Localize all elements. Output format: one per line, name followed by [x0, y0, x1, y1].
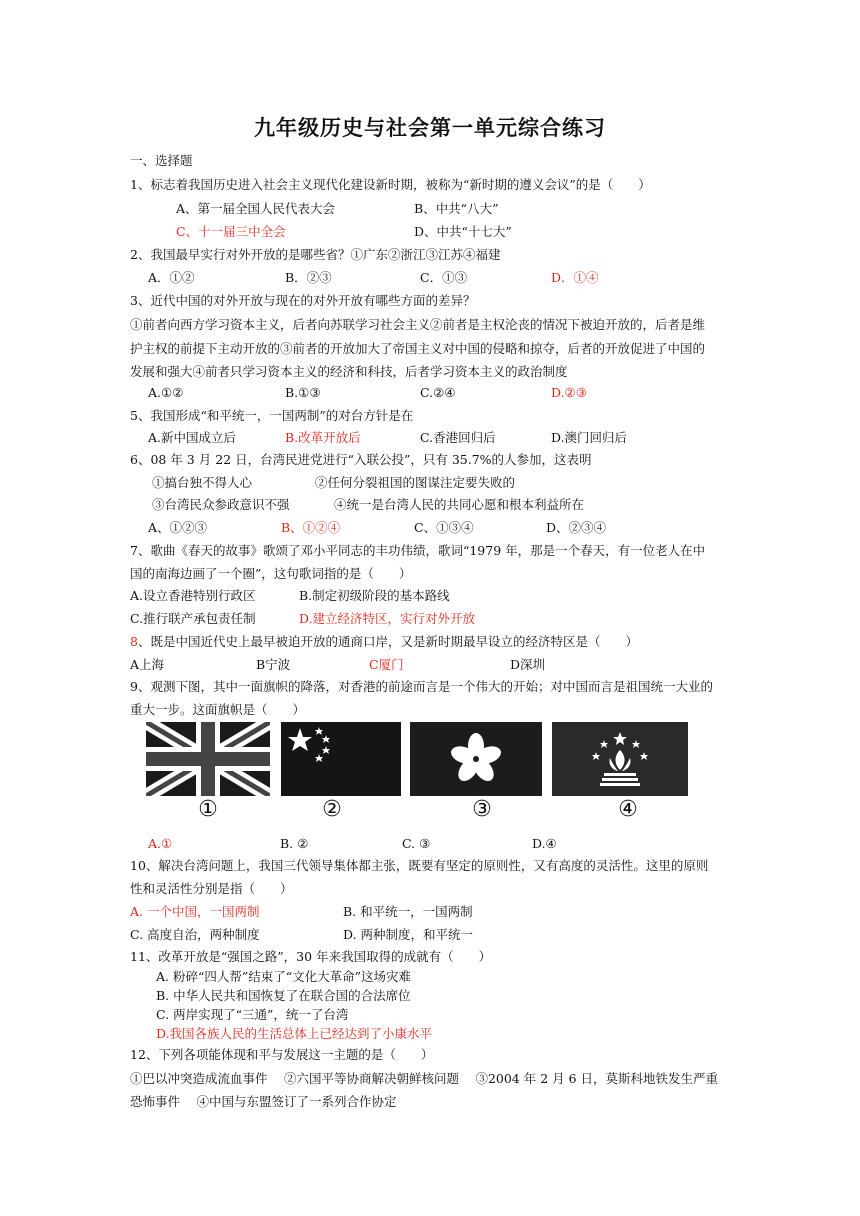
- q12-text-line2: 恐怖事件 ④中国与东盟签订了一系列合作协定: [130, 1094, 397, 1109]
- flag-union-jack: [146, 722, 270, 796]
- q2-option-c: C．①③: [420, 270, 468, 285]
- q12-text-line1: ①巴以冲突造成流血事件 ②六国平等协商解决朝鲜核问题 ③2004 年 2 月 6 日，莫斯科地铁发生严重: [130, 1071, 719, 1086]
- q6-statement-1: ①搞台独不得人心: [152, 475, 253, 490]
- q7-stem-line1: 7、歌曲《春天的故事》歌颂了邓小平同志的丰功伟绩，歌词“1979 年，那是一个春天，有一位老人在中: [130, 543, 706, 558]
- q10-option-b: B. 和平统一，一国两制: [343, 904, 473, 919]
- q10-option-d: D. 两种制度，和平统一: [343, 927, 474, 942]
- q6-option-a: A、①②③: [148, 520, 208, 535]
- flag-hong-kong: [410, 722, 542, 796]
- q8-option-b: B宁波: [256, 657, 291, 672]
- q1-stem: 1、标志着我国历史进入社会主义现代化建设新时期，被称为“新时期的遵义会议”的是（ ）: [130, 177, 651, 192]
- q6-option-d: D、②③④: [546, 520, 607, 535]
- q7-stem-line2: 国的南海边画了一个圈”，这句歌词指的是（ ）: [130, 566, 412, 581]
- q11-option-d: D.我国各族人民的生活总体上已经达到了小康水平: [156, 1026, 433, 1041]
- q5-option-d: D.澳门回归后: [551, 430, 628, 445]
- q6-option-b: B、①②④: [281, 520, 341, 535]
- q6-option-c: C、①③④: [414, 520, 474, 535]
- q9-option-b: B. ②: [280, 836, 309, 851]
- q11-option-c: C. 两岸实现了“三通”，统一了台湾: [156, 1007, 349, 1022]
- q3-option-d: D.②③: [551, 385, 587, 400]
- page-title: 九年级历史与社会第一单元综合练习: [254, 115, 606, 140]
- q12-stem: 12、下列各项能体现和平与发展这一主题的是（ ）: [130, 1047, 434, 1062]
- q8-option-c: C厦门: [369, 657, 404, 672]
- q9-stem-line1: 9、观测下图，其中一面旗帜的降落，对香港的前途而言是一个伟大的开始；对中国而言是祖国统一大业的: [130, 679, 713, 694]
- q3-option-c: C.②④: [420, 385, 456, 400]
- flag-label-2: ②: [322, 797, 342, 822]
- q7-option-b: B.制定初级阶段的基本路线: [299, 588, 450, 603]
- q5-option-c: C.香港回归后: [420, 430, 496, 445]
- q3-text-line2: 护主权的前提下主动开放的③前者的开放加大了帝国主义对中国的侵略和掠夺，后者的开放促进了中国的: [130, 341, 706, 356]
- star-flag-icon: [281, 722, 401, 796]
- q7-option-d: D.建立经济特区，实行对外开放: [299, 611, 476, 626]
- q6-statement-4: ④统一是台湾人民的共同心愿和根本利益所在: [334, 497, 585, 512]
- q2-option-a: A．①②: [148, 270, 195, 285]
- q3-text-line1: ①前者向西方学习资本主义，后者向苏联学习社会主义②前者是主权沦丧的情况下被迫开放的，后者是维: [130, 317, 706, 332]
- q1-option-d: D、中共“十七大”: [414, 224, 512, 239]
- q2-stem: 2、我国最早实行对外开放的是哪些省？①广东②浙江③江苏④福建: [130, 247, 501, 262]
- q9-stem-line2: 重大一步。这面旗帜是（ ）: [130, 702, 306, 717]
- q5-option-b: B.改革开放后: [285, 430, 361, 445]
- q11-stem: 11、改革开放是“强国之路”，30 年来我国取得的成就有（ ）: [130, 949, 492, 964]
- q7-option-c: C.推行联产承包责任制: [130, 611, 256, 626]
- q7-option-a: A.设立香港特别行政区: [130, 588, 256, 603]
- q8-number: 8: [130, 634, 138, 649]
- q6-statement-3: ③台湾民众参政意识不强: [152, 497, 290, 512]
- q10-option-a: A. 一个中国，一国两制: [130, 904, 260, 919]
- q6-stem: 6、08 年 3 月 22 日，台湾民进党进行“入联公投”，只有 35.7%的人参加，这表明: [130, 452, 592, 467]
- q1-option-b: B、中共“八大”: [414, 201, 499, 216]
- q9-option-c: C. ③: [402, 836, 431, 851]
- q10-option-c: C. 高度自治，两种制度: [130, 927, 260, 942]
- q10-stem-line2: 性和灵活性分别是指（ ）: [130, 881, 293, 896]
- q8-stem: [130, 634, 638, 650]
- flag-label-4: ④: [618, 797, 638, 822]
- bauhinia-icon: [410, 722, 542, 796]
- flag-label-3: ③: [472, 797, 492, 822]
- q3-stem: 3、近代中国的对外开放与现在的对外开放有哪些方面的差异？: [130, 293, 476, 308]
- q2-option-d: D．①④: [551, 270, 599, 285]
- q3-option-a: A.①②: [148, 385, 184, 400]
- q10-stem-line1: 10、解决台湾问题上，我国三代领导集体都主张，既要有坚定的原则性，又有高度的灵活性。这里的原则: [130, 858, 709, 873]
- lotus-icon: [552, 722, 688, 796]
- q5-stem: 5、我国形成“和平统一，一国两制”的对台方针是在: [130, 408, 414, 423]
- flag-prc: [281, 722, 401, 796]
- section-heading: 一、选择题: [130, 153, 193, 168]
- q8-option-d: D深圳: [510, 657, 546, 672]
- q3-option-b: B.①③: [285, 385, 321, 400]
- q2-option-b: B．②③: [285, 270, 332, 285]
- q1-option-c: C、十一届三中全会: [176, 224, 286, 239]
- q1-option-a: A、第一届全国人民代表大会: [176, 201, 336, 216]
- q3-text-line3: 发展和强大④前者只学习资本主义的经济和科技，后者学习资本主义的政治制度: [130, 364, 568, 379]
- q9-option-a: A.①: [148, 836, 173, 851]
- q8-option-a: A上海: [130, 657, 165, 672]
- q11-option-a: A. 粉碎“四人帮”结束了“文化大革命”这场灾难: [156, 969, 412, 984]
- q8-stem-text: 、既是中国近代史上最早被迫开放的通商口岸，又是新时期最早设立的经济特区是（ ）: [137, 634, 638, 649]
- flag-macau: [552, 722, 688, 796]
- union-jack-icon: [146, 722, 270, 796]
- q5-option-a: A.新中国成立后: [148, 430, 237, 445]
- flag-label-1: ①: [198, 797, 218, 822]
- q9-option-d: D.④: [532, 836, 557, 851]
- q11-option-b: B. 中华人民共和国恢复了在联合国的合法席位: [156, 988, 411, 1003]
- q6-statement-2: ②任何分裂祖国的图谋注定要失败的: [315, 475, 516, 490]
